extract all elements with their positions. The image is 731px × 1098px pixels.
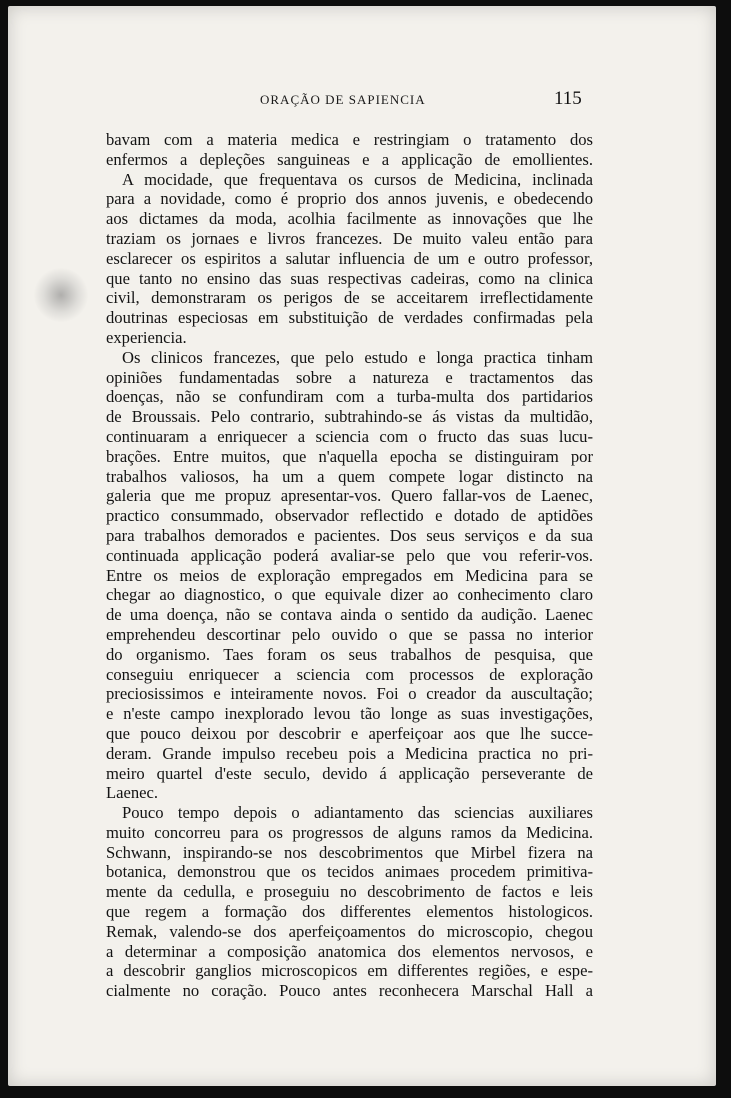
text-line: de Broussais. Pelo contrario, subtrahindo-se ás vistas da multidão,: [106, 407, 593, 427]
text-line: practico consummado, observador reflectido e dotado de aptidões: [106, 506, 593, 526]
text-line: mente da cedulla, e proseguiu no descobrimento de factos e leis: [106, 882, 593, 902]
text-line: a determinar a composição anatomica dos elementos nervosos, e: [106, 941, 593, 961]
text-line: botanica, demonstrou que os tecidos animaes procedem primitiva-: [106, 862, 593, 882]
text-line: trabalhos valiosos, ha um a quem compete logar distincto na: [106, 466, 593, 486]
text-line: aos dictames da moda, acolhia facilmente as innovações que lhe: [106, 209, 593, 229]
text-line: doutrinas especiosas em substituição de verdades confirmadas pela: [106, 308, 593, 328]
text-line: emprehendeu descortinar pelo ouvido o que se passa no interior: [106, 624, 593, 644]
text-line: para a novidade, como é proprio dos annos juvenis, e obedecendo: [106, 189, 593, 209]
text-line: enfermos a depleções sanguineas e a applicação de emollientes.: [106, 149, 593, 169]
text-line: opiniões fundamentadas sobre a natureza e tractamentos das: [106, 367, 593, 387]
text-line: bavam com a materia medica e restringiam o tratamento dos: [106, 130, 593, 149]
text-line: continuaram a enriquecer a sciencia com o fructo das suas lucu-: [106, 426, 593, 446]
body-text: [106, 130, 593, 1001]
text-line: Remak, valendo-se dos aperfeiçoamentos do microscopio, chegou: [106, 921, 593, 941]
text-line: Entre os meios de exploração empregados em Medicina para se: [106, 565, 593, 585]
text-line: meiro quartel d'este seculo, devido á applicação perseverante de: [106, 763, 593, 783]
text-line: preciosissimos e inteiramente novos. Foi o creador da auscultação;: [106, 684, 593, 704]
text-line: doenças, não se confundiram com a turba-multa dos partidarios: [106, 387, 593, 407]
text-line: que regem a formação dos differentes elementos histologicos.: [106, 902, 593, 922]
text-line: e n'este campo inexplorado levou tão longe as suas investigações,: [106, 704, 593, 724]
text-line: que pouco deixou por descobrir e aperfeiçoar aos que lhe succe-: [106, 723, 593, 743]
text-line: do organismo. Taes foram os seus trabalhos de pesquisa, que: [106, 644, 593, 664]
running-head: [8, 88, 716, 112]
text-line: Schwann, inspirando-se nos descobrimentos que Mirbel fizera na: [106, 842, 593, 862]
text-line: experiencia.: [106, 327, 187, 347]
text-line: continuada applicação poderá avaliar-se pelo que vou referir-vos.: [106, 545, 593, 565]
text-line: civil, demonstraram os perigos de se acceitarem irreflectidamente: [106, 288, 593, 308]
text-line: a descobrir ganglios microscopicos em differentes regiões, e espe-: [106, 961, 593, 981]
text-line: brações. Entre muitos, que n'aquella epocha se distinguiram por: [106, 446, 593, 466]
text-line: deram. Grande impulso recebeu pois a Medicina practica no pri-: [106, 743, 593, 763]
text-line: muito concorreu para os progressos de alguns ramos da Medicina.: [106, 822, 593, 842]
text-line: esclarecer os espiritos a salutar influencia de um e outro professor,: [106, 248, 593, 268]
text-line: que tanto no ensino das suas respectivas cadeiras, como na clinica: [106, 268, 593, 288]
page-smudge: [34, 268, 88, 322]
text-line: Laenec.: [106, 783, 159, 803]
text-line: traziam os jornaes e livros francezes. De muito valeu então para: [106, 228, 593, 248]
text-line: chegar ao diagnostico, o que equivale dizer ao conhecimento claro: [106, 585, 593, 605]
text-line: de uma doença, não se contava ainda o sentido da audição. Laenec: [106, 605, 593, 625]
text-line: Os clinicos francezes, que pelo estudo e longa practica tinham: [122, 347, 593, 367]
running-title: ORAÇÃO DE SAPIENCIA: [260, 92, 426, 107]
text-line: A mocidade, que frequentava os cursos de Medicina, inclinada: [122, 169, 593, 189]
text-line: galeria que me propuz apresentar-vos. Quero fallar-vos de Laenec,: [106, 486, 593, 506]
page-number: 115: [554, 88, 582, 109]
book-page: [8, 6, 716, 1086]
text-line: cialmente no coração. Pouco antes reconhecera Marschal Hall a: [106, 981, 593, 1001]
text-line: conseguiu enriquecer a sciencia com processos de exploração: [106, 664, 593, 684]
text-line: para trabalhos demorados e pacientes. Dos seus serviços e da sua: [106, 525, 593, 545]
text-line: Pouco tempo depois o adiantamento das sciencias auxiliares: [122, 803, 593, 823]
